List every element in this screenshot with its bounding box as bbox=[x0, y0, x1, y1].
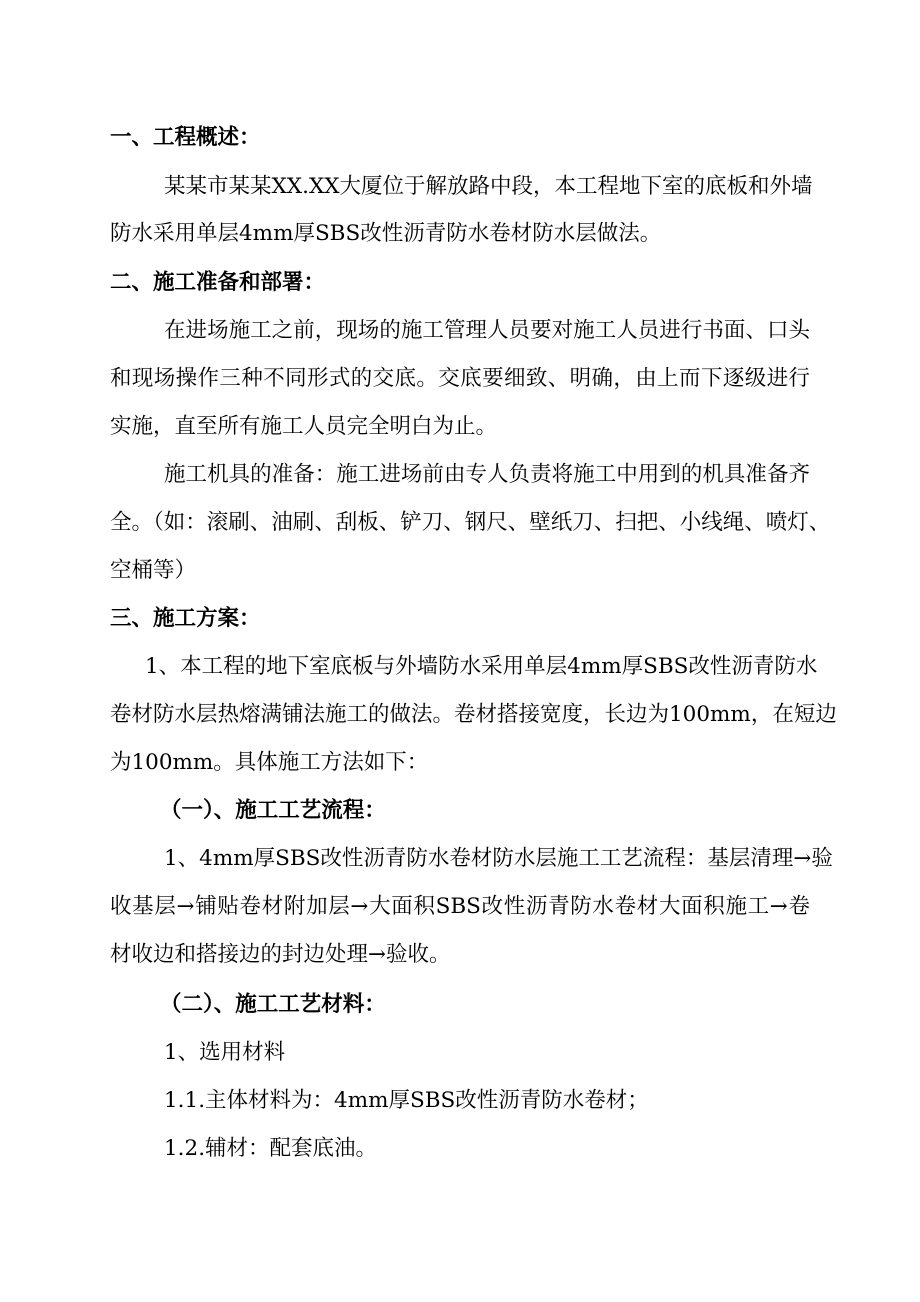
paragraph-line: 实施，直至所有施工人员完全明白为止。 bbox=[110, 414, 498, 439]
paragraph-line: 材收边和搭接边的封边处理→验收。 bbox=[110, 942, 451, 967]
section-heading-2: 二、施工准备和部署： bbox=[110, 270, 326, 295]
list-item: 1.2.辅材：配套底油。 bbox=[164, 1136, 378, 1161]
list-item: 1.1.主体材料为：4mm厚SBS改性沥青防水卷材； bbox=[164, 1088, 649, 1113]
section-heading-1: 一、工程概述： bbox=[110, 125, 261, 150]
paragraph-line: 全。（如：滚刷、油刷、刮板、铲刀、钢尺、壁纸刀、扫把、小线绳、喷灯、 bbox=[110, 510, 831, 535]
paragraph-line: 1、4mm厚SBS改性沥青防水卷材防水层施工工艺流程：基层清理→验 bbox=[164, 846, 833, 871]
subsection-heading-2: （二）、施工工艺材料： bbox=[160, 992, 386, 1017]
paragraph-line: 为100mm。具体施工方法如下： bbox=[110, 750, 429, 775]
paragraph-line: 防水采用单层4mm厚SBS改性沥青防水卷材防水层做法。 bbox=[110, 221, 662, 246]
subsection-heading-1: （一）、施工工艺流程： bbox=[160, 798, 386, 823]
paragraph-line: 在进场施工之前，现场的施工管理人员要对施工人员进行书面、口头 bbox=[164, 318, 810, 343]
paragraph-line: 1、本工程的地下室底板与外墙防水采用单层4mm厚SBS改性沥青防水 bbox=[145, 654, 818, 679]
paragraph-line: 某某市某某XX.XX大厦位于解放路中段，本工程地下室的底板和外墙 bbox=[164, 174, 813, 199]
paragraph-line: 卷材防水层热熔满铺法施工的做法。卷材搭接宽度，长边为100mm，在短边 bbox=[110, 702, 837, 727]
paragraph-line: 收基层→铺贴卷材附加层→大面积SBS改性沥青防水卷材大面积施工→卷 bbox=[110, 894, 810, 919]
paragraph-line: 空桶等） bbox=[110, 558, 197, 583]
paragraph-line: 施工机具的准备：施工进场前由专人负责将施工中用到的机具准备齐 bbox=[164, 462, 810, 487]
section-heading-3: 三、施工方案： bbox=[110, 606, 261, 631]
paragraph-line: 和现场操作三种不同形式的交底。交底要细致、明确，由上而下逐级进行 bbox=[110, 366, 810, 391]
list-item: 1、选用材料 bbox=[164, 1040, 286, 1065]
